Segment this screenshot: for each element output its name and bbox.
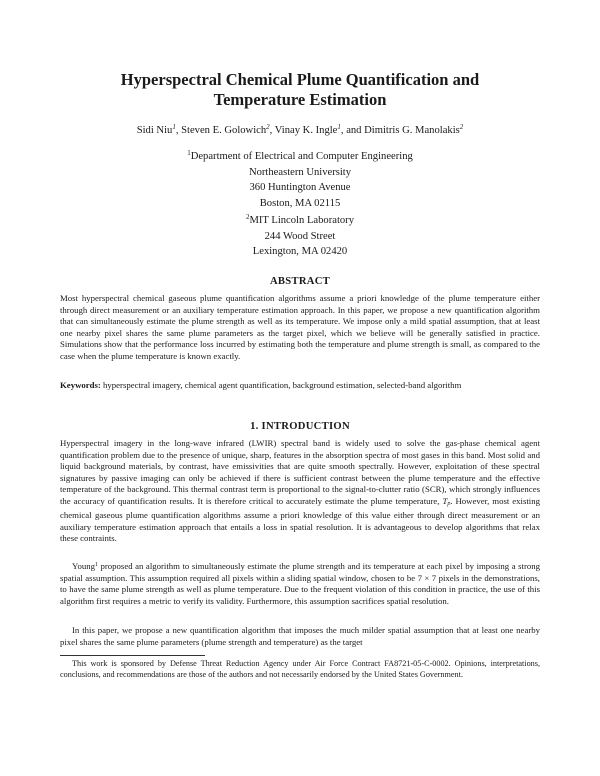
citation-ref: 1: [94, 562, 98, 568]
intro-paragraph-3: In this paper, we propose a new quantification algorithm that imposes the much milder spatial assumption that at least one nearby pixel shares the same plume parameters (plume strength and temperature) as the target: [60, 625, 540, 647]
author-list: Sidi Niu$^1$, Steven E. Golowich$^2$, Vinay K. Ingle$^1$, and Dimitris G. Manolakis$^2$: [136, 123, 464, 136]
title-line-1: Hyperspectral Chemical Plume Quantification and: [120, 70, 480, 89]
author-4: Dimitris G. Manolakis$^2$: [364, 123, 464, 136]
intro-paragraph-2: Young$^1$ proposed an algorithm to simultaneously estimate the plume strength and its temperature at each pixel by imposing a strong spatial assumption. This assumption required all pixels within a sliding spatial window, chosen to be 7 × 7 pixels in the demonstrations, to have the same plume strength as well as plume temperature. Due to the frequent violation of this condition in practice, the use of this algorithm first requires a metric to verify its validity. Furthermore, this assumption sacrifices spatial resolution.: [60, 561, 540, 606]
author-2: Steven E. Golowich$^2$: [181, 123, 270, 136]
introduction-heading: 1. INTRODUCTION: [250, 421, 350, 432]
paper-title: [60, 70, 540, 110]
abstract-heading: ABSTRACT: [269, 276, 331, 287]
affiliation-1: $^1$Department of Electrical and Computer Engineering Northeastern University 360 Huntington Avenue Boston, MA 02115: [187, 149, 413, 209]
title-line-2: Temperature Estimation: [213, 90, 387, 109]
keywords: [60, 380, 540, 392]
author-3: Vinay K. Ingle$^1$: [274, 123, 341, 136]
keywords-text: hyperspectral imagery, chemical agent quantification, background estimation, selected-band algorithm: [103, 380, 462, 390]
intro-paragraph-1: Hyperspectral imagery in the long-wave infrared (LWIR) spectral band is widely used to solve the gas-phase chemical agent quantification problem due to the presence of unique, sharp, features in the absorption spectra of most gases in this band. Most solid and liquid background materials, by contrast, have emissivities that are quite smooth spectrally. However, exploitation of these spectral signatures by passive imaging can only be achieved if there is sufficient contrast between the plume temperature and the effective temperature of the background. This thermal contrast term is proportional to the signal-to-clutter ratio (SCR), which strongly influences the accuracy of quantification results. It is therefore critical to accurately estimate the plume temperature, Tp. However, most existing chemical gaseous plume quantification algorithms assume a priori knowledge of this value either through direct measurement or an auxiliary temperature estimation approach that entails a loss in spatial resolution. It is advantageous to develop algorithms that relax these contraints.: [60, 438, 540, 544]
author-1: Sidi Niu$^1$: [136, 123, 176, 136]
affiliation-2: $^2$MIT Lincoln Laboratory 244 Wood Street Lexington, MA 02420: [245, 213, 355, 257]
footnote-rule: [60, 655, 205, 656]
abstract-text: Most hyperspectral chemical gaseous plume quantification algorithms assume a priori knowledge of the plume temperature either through direct measurement or an auxiliary temperature estimation approach. In this paper, we propose a new quantification algorithm that can simultaneously estimate the plume strength as well as its temperature. We impose only a mild spatial assumption, that at least one nearby pixel shares the same plume parameters as the target pixel, which we believe will be generally satisfied in practice. Simulations show that the performance loss incurred by estimating both the temperature and plume strength is small, as compared to the case when the plume temperature is known exactly.: [60, 293, 540, 361]
keywords-label: Keywords:: [60, 380, 101, 390]
funding-footnote: This work is sponsored by Defense Threat Reduction Agency under Air Force Contract FA8721-05-C-0002. Opinions, interpretations, conclusions, and recommendations are those of the authors and not necessarily endorsed by the United States Government.: [60, 659, 540, 680]
